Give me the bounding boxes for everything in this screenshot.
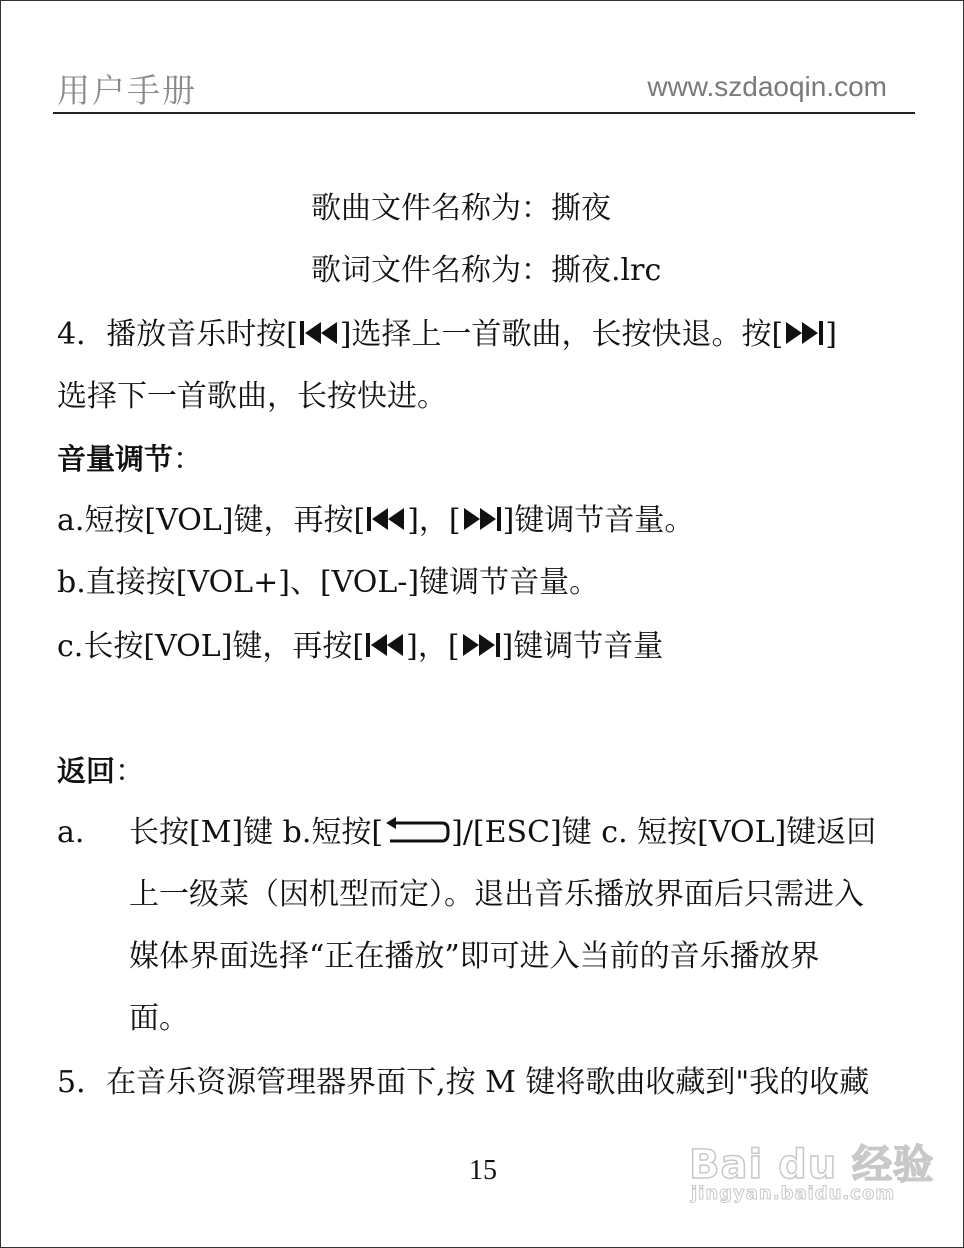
vol-a-text-1: a.短按[VOL]键，再按[ [57,503,366,538]
ret-a-text-1: 长按[M]键 b.短按[ [129,815,384,850]
vol-c-text-3: ]键调节音量 [501,629,664,664]
header-title: 用户手册 [57,71,197,110]
skip-next-icon [461,630,501,660]
song-file-name-line: 歌曲文件名称为：撕夜 [311,191,611,226]
item-4-line-2: 选择下一首歌曲，长按快进。 [57,379,447,414]
item-4-line-1 [57,315,837,355]
volume-heading-colon: ： [173,442,204,477]
return-a-line-4: 面。 [129,1001,189,1036]
skip-previous-icon [365,630,405,660]
vol-a-text-2: ]，[ [407,503,461,538]
vol-c-text-2: ]，[ [406,629,460,664]
return-a-marker: a. [57,815,85,850]
return-a-line-1 [129,813,876,853]
item-4-text-3: ] [825,317,837,352]
skip-previous-icon [299,318,339,348]
volume-heading: 音量调节 [57,442,174,476]
return-heading-line [57,751,145,792]
baidu-watermark-logo: Bai du 经验 [689,1142,935,1188]
volume-a-line [57,501,694,541]
page-number: 15 [469,1155,497,1186]
baidu-watermark-url: jingyan.baidu.com [691,1183,896,1204]
vol-c-text-1: c.长按[VOL]键，再按[ [57,629,365,664]
vol-a-text-3: ]键调节音量。 [502,503,695,538]
header-divider [53,112,915,114]
return-a-line-2: 上一级菜（因机型而定）。退出音乐播放界面后只需进入 [129,877,864,912]
volume-c-line [57,627,663,667]
skip-next-icon [462,504,502,534]
return-heading-colon: ： [115,754,146,789]
item-5-line: 5．在音乐资源管理器界面下,按 M 键将歌曲收藏到"我的收藏 [57,1065,870,1100]
ret-a-text-2: ]/[ESC]键 c. 短按[VOL]键返回 [451,815,877,850]
volume-heading-line [57,439,203,480]
item-4-text-2: ]选择上一首歌曲，长按快退。按[ [339,317,784,352]
return-a-line-3: 媒体界面选择“正在播放”即可进入当前的音乐播放界 [129,939,820,974]
lyric-file-name-line: 歌词文件名称为：撕夜.lrc [311,253,662,288]
skip-next-icon [784,318,824,348]
return-arrow-icon [384,816,450,846]
skip-previous-icon [366,504,406,534]
item-4-text-1: 4．播放音乐时按[ [57,317,298,352]
return-heading: 返回 [57,754,116,788]
header-url: www.szdaoqin.com [647,71,887,102]
volume-b-line: b.直接按[VOL+]、[VOL-]键调节音量。 [57,565,600,600]
